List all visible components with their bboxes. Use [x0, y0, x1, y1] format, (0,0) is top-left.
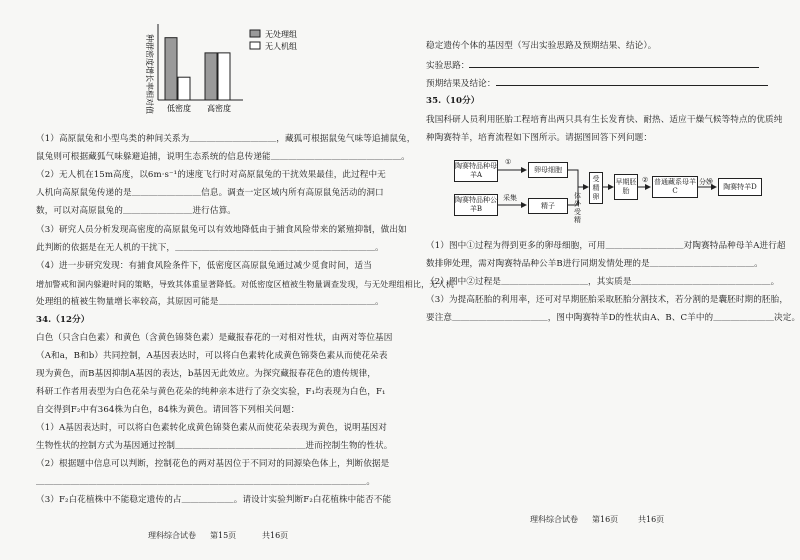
- bar-drone-low: [178, 77, 190, 100]
- q33-line-10: 处理组的植被生物量增长率较高，其原因可能是＿＿＿＿＿＿＿＿＿＿＿＿＿＿＿＿＿＿。: [36, 297, 384, 307]
- sheep-d-box: 陶赛特羊D: [718, 178, 762, 196]
- zygote-box: 受精卵: [589, 172, 603, 204]
- q33-line-6: （3）研究人员分析发现高密度的高原鼠兔可以有效地降低由于捕食风险带来的紧殖抑制，做出如: [36, 225, 407, 235]
- chart-ylabel: 种群密度增长率相对值: [145, 34, 154, 114]
- expected-result-label: [426, 76, 768, 90]
- step-2-label: ②: [642, 176, 649, 184]
- embryo-flow-diagram: [450, 150, 780, 224]
- birth-label: 分娩: [699, 178, 713, 186]
- q33-line-8: （4）进一步研究发现：有捕食风险条件下，低密度区高原鼠兔通过减少觅食时间，适当: [36, 261, 372, 271]
- expected-result-text: 预期结果及结论：: [426, 79, 496, 89]
- footer-right-title: 理科综合试卷: [530, 515, 578, 524]
- experiment-idea-label: [426, 58, 759, 72]
- bar-untreated-high: [205, 53, 217, 100]
- bar-drone-high: [218, 53, 230, 100]
- step-1-label: ①: [505, 158, 512, 166]
- q35-sub-3b: 要注意＿＿＿＿＿＿＿＿＿＿＿，图中陶赛特羊D的性状由A、B、C羊中的＿＿＿＿＿＿＿决定。: [426, 313, 800, 323]
- footer-right-page: 第16页: [592, 515, 619, 524]
- q34-line-9: ＿＿＿＿＿＿＿＿＿＿＿＿＿＿＿＿＿＿＿＿＿＿＿＿＿＿＿＿＿＿＿＿＿＿＿＿＿＿。: [36, 477, 376, 487]
- right-page: [400, 0, 800, 560]
- q34-line-2: （A和a，B和b）共同控制，A基因表达时，可以将白色素转化成黄色锦葵色素从而使花朵表: [36, 351, 388, 361]
- expected-result-blank[interactable]: [496, 76, 768, 86]
- q35-sub-2: （2）图中②过程是＿＿＿＿＿＿＿＿＿＿，其实质是＿＿＿＿＿＿＿＿＿＿＿＿＿＿＿＿。: [426, 277, 780, 287]
- q34-line-3: 现为黄色，而B基因抑制A基因的表达，b基因无此效应。为探究藏报春花色的遗传规律，: [36, 369, 376, 379]
- legend-swatch-untreated: [250, 30, 260, 37]
- sperm-box: 精子: [528, 198, 568, 214]
- q35-line-2: 种陶赛特羊，培育流程如下图所示。请据图回答下列问题：: [426, 133, 653, 143]
- experiment-idea-text: 实验思路：: [426, 61, 470, 71]
- q34-line-6: （1）A基因表达时，可以将白色素转化成黄色锦葵色素从而使花朵表现为黄色，说明基因对: [36, 423, 387, 433]
- collect-label: 采集: [503, 194, 517, 202]
- q33-line-5: 数，可以对高原鼠兔的＿＿＿＿＿＿＿＿进行估算。: [36, 206, 236, 216]
- ewe-a-box: 陶赛特品种母羊A: [454, 160, 498, 182]
- legend-label-untreated: 无处理组: [265, 30, 297, 39]
- q34-line-4: 科研工作者用表型为白色花朵与黄色花朵的纯种亲本进行了杂交实验，F₁均表现为白色，F₁: [36, 387, 386, 397]
- q33-line-9: 增加警戒和洞内躲避时间的策略，导致其体重显著降低。对低密度区植被生物量调查发现，与无处理组相比，无人机: [36, 279, 454, 289]
- q34-line-10: （3）F₂白花植株中不能稳定遗传的占＿＿＿＿＿＿。请设计实验判断F₂白花植株中能否不能: [36, 495, 392, 505]
- x-tick-low: 低密度: [167, 104, 191, 113]
- q34-heading: 34.（12分）: [36, 315, 90, 325]
- q35-sub-1b: 数排卵处理，需对陶赛特品种公羊B进行同期发情处理的是＿＿＿＿＿＿＿＿＿＿＿＿。: [426, 259, 763, 269]
- q33-line-7: 此判断的依据是在无人机的干扰下，＿＿＿＿＿＿＿＿＿＿＿＿＿＿＿＿＿＿＿＿＿＿＿。: [36, 243, 384, 253]
- ivf-label: 体外受精: [574, 192, 581, 224]
- bar-untreated-low: [165, 38, 177, 100]
- footer-left-page: 第15页: [210, 531, 237, 540]
- surrogate-c-box: 普通藏系母羊C: [652, 176, 698, 198]
- q34-line-5: 自交得到F₂中有364株为白色，84株为黄色。请回答下列相关问题：: [36, 405, 300, 415]
- experiment-idea-blank[interactable]: [469, 58, 759, 68]
- q35-heading: 35.（10分）: [426, 96, 480, 106]
- q35-sub-1a: （1）图中①过程为得到更多的卵母细胞，可用＿＿＿＿＿＿＿＿＿对陶赛特品种母羊A进行超: [426, 241, 786, 251]
- q34-line-7: 生物性状的控制方式为基因通过控制＿＿＿＿＿＿＿＿＿＿＿＿＿＿＿进而控制生物的性状。: [36, 441, 393, 451]
- q33-line-1: （1）高原鼠兔和小型鸟类的种间关系为＿＿＿＿＿＿＿＿＿＿，藏狐可根据鼠兔气味等追捕鼠兔，: [36, 134, 416, 144]
- footer-left-title: 理科综合试卷: [148, 531, 196, 540]
- bar-chart: [125, 8, 385, 118]
- q33-line-2: 鼠兔则可根据藏狐气味躲避追捕，说明生态系统的信息传递能＿＿＿＿＿＿＿＿＿＿＿＿＿＿＿。: [36, 152, 410, 162]
- footer-right-total: 共16页: [638, 515, 665, 524]
- q34-line-1: 白色（只含白色素）和黄色（含黄色锦葵色素）是藏报春花的一对相对性状，由两对等位基因: [36, 333, 393, 343]
- legend-swatch-drone: [250, 42, 260, 49]
- q35-sub-3a: （3）为提高胚胎的利用率，还可对早期胚胎采取胚胎分割技术，若分割的是囊胚时期的胚胎，: [426, 295, 789, 305]
- x-tick-high: 高密度: [207, 104, 231, 113]
- q33-line-3: （2）无人机在15m高度，以6m·s⁻¹的速度飞行时对高原鼠兔的干扰效果最佳，此过程中无: [36, 170, 386, 180]
- footer-left-total: 共16页: [262, 531, 289, 540]
- early-embryo-box: 早期胚胎: [614, 174, 638, 200]
- q35-line-1: 我国科研人员利用胚胎工程培育出两只具有生长发育快、耐热、适应干燥气候等特点的优质纯: [426, 115, 783, 125]
- oocyte-box: 卵母细胞: [528, 162, 568, 178]
- ram-b-box: 陶赛特品种公羊B: [454, 194, 498, 216]
- legend-label-drone: 无人机组: [265, 42, 297, 51]
- q34-continued-line: 稳定遗传个体的基因型（写出实验思路及预期结果、结论）。: [426, 41, 657, 51]
- q34-line-8: （2）根据题中信息可以判断，控制花色的两对基因位于不同对的同源染色体上，判断依据是: [36, 459, 390, 469]
- q33-line-4: 人机向高原鼠兔传递的是＿＿＿＿＿＿＿＿信息。调查一定区域内所有高原鼠兔活动的洞口: [36, 188, 384, 198]
